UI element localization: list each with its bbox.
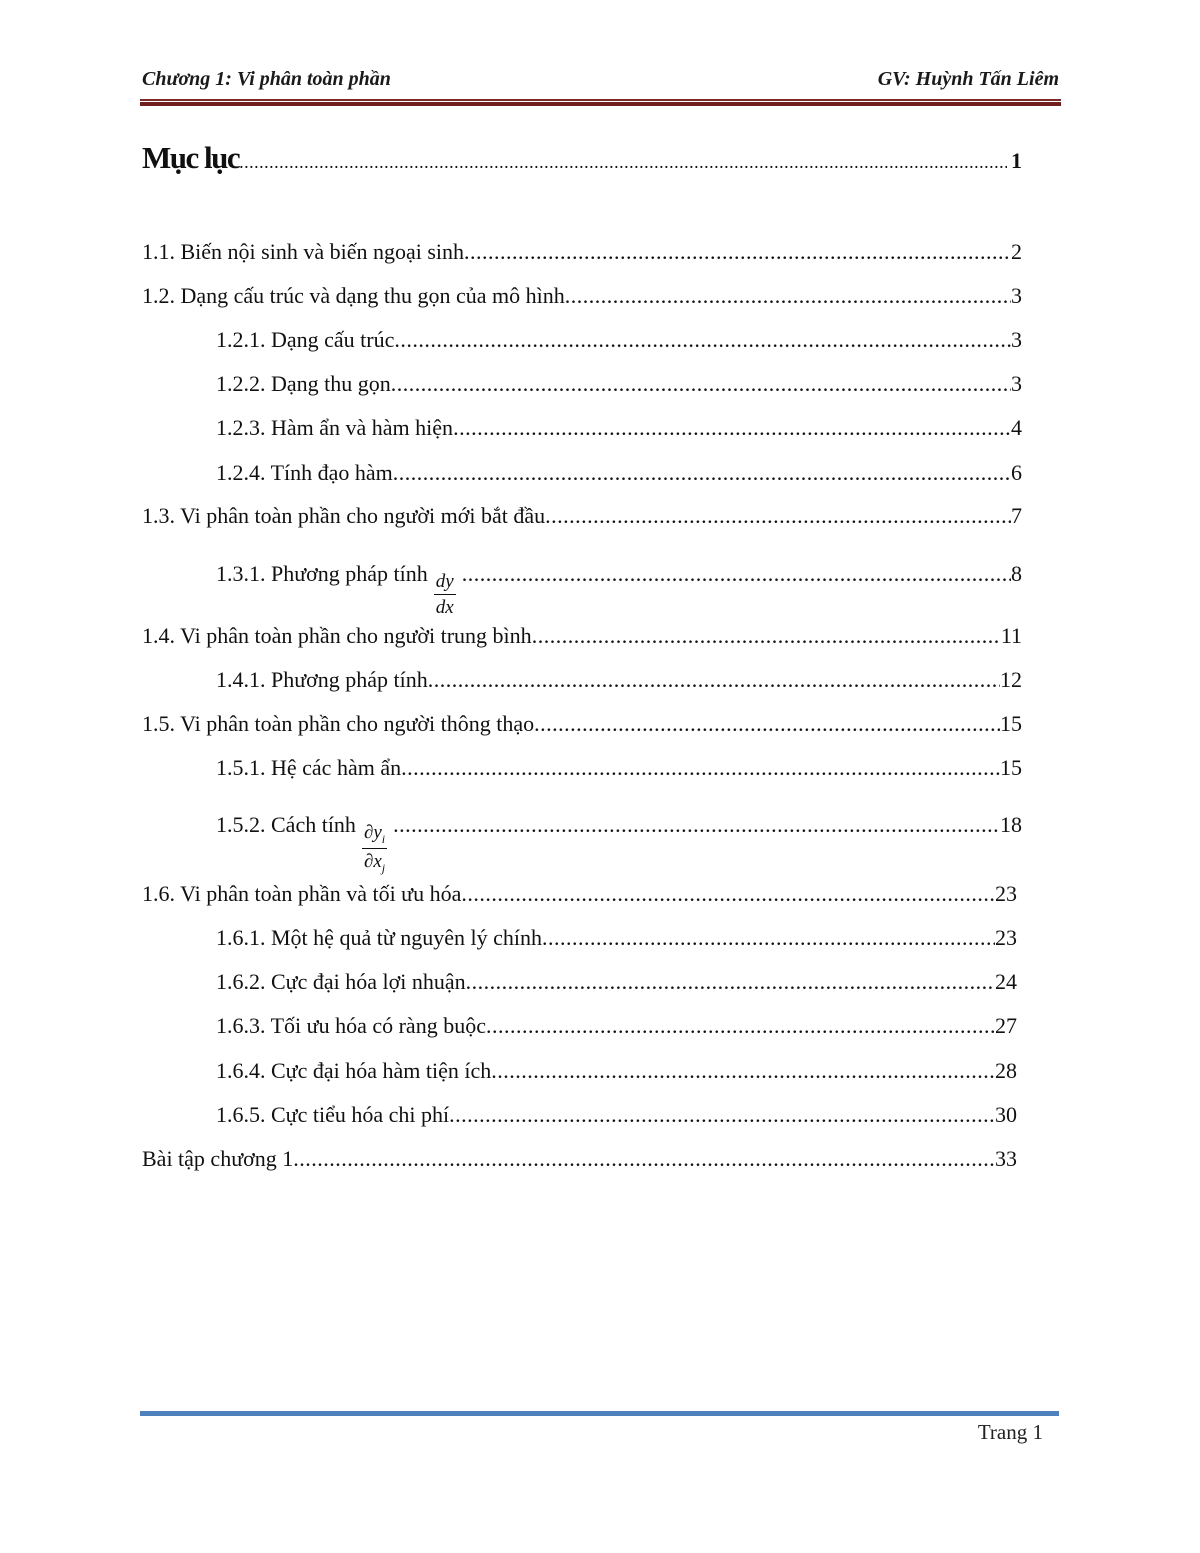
- toc-entry-page: 28: [995, 1058, 1017, 1083]
- page-header: [142, 68, 1059, 98]
- toc-entry-text: 1.2.2. Dạng thu gọn: [216, 371, 391, 396]
- toc-entry-text: 1.5.2. Cách tính: [216, 812, 356, 837]
- toc-entry-page: 3: [1011, 283, 1022, 308]
- toc-leader: [464, 239, 1011, 265]
- fraction-numerator: $\partial y_i$: [362, 823, 387, 849]
- header-rule-thick: [140, 102, 1061, 106]
- toc-leader: [394, 327, 1011, 353]
- toc-entry[interactable]: [142, 239, 1022, 271]
- footer-rule: [140, 1411, 1059, 1416]
- toc-entry-page: 3: [1011, 327, 1022, 352]
- toc-entry-text: 1.5.1. Hệ các hàm ẩn: [216, 755, 402, 780]
- toc-entry-page: 18: [1000, 812, 1022, 837]
- toc-entry-page: 33: [995, 1146, 1017, 1171]
- toc-leader: [534, 711, 1000, 737]
- toc-entry-text: 1.6.5. Cực tiểu hóa chi phí: [216, 1102, 450, 1127]
- toc-leader: [565, 283, 1011, 309]
- toc-leader: [428, 667, 1000, 693]
- toc-leader: [545, 503, 1011, 529]
- toc-entry-page: 11: [1000, 623, 1022, 648]
- fraction-denominator: dx: [435, 597, 454, 618]
- toc-entry[interactable]: [216, 1013, 1017, 1045]
- toc-leader: [486, 1013, 995, 1039]
- toc-leader: [491, 1058, 995, 1084]
- header-chapter: Chương 1: Vi phân toàn phần: [142, 68, 391, 90]
- toc-entry-page: 24: [995, 969, 1017, 994]
- toc-entry-page: 23: [995, 881, 1017, 906]
- toc-entry-text: 1.6.4. Cực đại hóa hàm tiện ích: [216, 1058, 492, 1083]
- toc-leader: [461, 881, 995, 907]
- toc-entry[interactable]: [142, 711, 1022, 743]
- toc-entry-page: 2: [1011, 239, 1022, 264]
- toc-entry-text: 1.6. Vi phân toàn phần và tối ưu hóa: [142, 881, 462, 906]
- toc-entry-page: 6: [1011, 460, 1022, 485]
- toc-entry[interactable]: [216, 327, 1022, 359]
- toc-entry-page: 30: [995, 1102, 1017, 1127]
- toc-entry-page: 23: [995, 925, 1017, 950]
- toc-entry-page: 12: [1000, 667, 1022, 692]
- toc-entry[interactable]: [216, 812, 1022, 875]
- toc-entry[interactable]: [142, 881, 1017, 913]
- toc-entry-page: 8: [1011, 561, 1022, 586]
- fraction-numerator: dy: [434, 572, 456, 595]
- toc-leader: [462, 561, 1011, 587]
- toc-entry[interactable]: [216, 969, 1017, 1001]
- toc-title-page: 1: [1011, 148, 1022, 173]
- footer-page-number: Trang 1: [977, 1420, 1043, 1444]
- toc-entry-text: 1.2.4. Tính đạo hàm: [216, 460, 393, 485]
- toc-entry-text: 1.2. Dạng cấu trúc và dạng thu gọn của mô hình: [142, 283, 565, 308]
- toc-entry-page: 7: [1011, 503, 1022, 528]
- toc-entry[interactable]: [216, 561, 1022, 618]
- toc-entry[interactable]: [142, 623, 1022, 655]
- toc-entry[interactable]: [142, 1146, 1017, 1178]
- toc-leader: [449, 1102, 995, 1128]
- toc-entry-page: 15: [1000, 711, 1022, 736]
- toc-title-row[interactable]: [142, 140, 1022, 184]
- toc-entry-text: 1.6.3. Tối ưu hóa có ràng buộc: [216, 1013, 486, 1038]
- toc-leader: [393, 460, 1011, 486]
- toc-leader: [453, 415, 1011, 441]
- toc-leader: [542, 925, 995, 951]
- toc-entry[interactable]: [216, 1102, 1017, 1134]
- toc-entry[interactable]: [216, 371, 1022, 403]
- toc-entry[interactable]: [142, 503, 1022, 535]
- toc-entry-text: 1.4. Vi phân toàn phần cho người trung bình: [142, 623, 532, 648]
- toc-entry-text: 1.1. Biến nội sinh và biến ngoại sinh: [142, 239, 465, 264]
- toc-entry-text: 1.3. Vi phân toàn phần cho người mới bắt đầu: [142, 503, 546, 528]
- toc-leader: [393, 812, 1000, 838]
- toc-entry[interactable]: [216, 667, 1022, 699]
- toc-title: Mục lục: [142, 140, 240, 175]
- toc-leader: [401, 755, 1000, 781]
- toc-entry-text: 1.2.3. Hàm ẩn và hàm hiện: [216, 415, 454, 440]
- toc-entry[interactable]: [216, 415, 1022, 447]
- toc-entry[interactable]: [216, 1058, 1017, 1090]
- toc-leader: [532, 623, 1001, 649]
- toc-entry-page: 3: [1011, 371, 1022, 396]
- toc-entry-page: 15: [1000, 755, 1022, 780]
- toc-entry[interactable]: [216, 460, 1022, 492]
- toc-entry-text: 1.4.1. Phương pháp tính: [216, 667, 428, 692]
- fraction-denominator: $\partial x_j$: [363, 850, 386, 875]
- toc-leader: [239, 152, 1007, 173]
- toc-entry[interactable]: [142, 283, 1022, 315]
- fraction-dy-dx: [434, 572, 456, 617]
- toc-entry[interactable]: [216, 925, 1017, 957]
- header-rule: [140, 99, 1061, 101]
- toc-entry-text: 1.6.1. Một hệ quả từ nguyên lý chính: [216, 925, 542, 950]
- toc-entry-text: 1.5. Vi phân toàn phần cho người thông thạo: [142, 711, 535, 736]
- header-teacher: GV: Huỳnh Tấn Liêm: [877, 68, 1059, 90]
- fraction-partial-yi-xj: [362, 823, 387, 874]
- toc-entry-text: 1.3.1. Phương pháp tính: [216, 561, 428, 586]
- toc-entry-page: 27: [995, 1013, 1017, 1038]
- toc-leader: [293, 1146, 995, 1172]
- toc-entry-text: 1.6.2. Cực đại hóa lợi nhuận: [216, 969, 466, 994]
- toc-entry[interactable]: [216, 755, 1022, 787]
- toc-leader: [466, 969, 995, 995]
- toc-leader: [391, 371, 1011, 397]
- toc-entry-page: 4: [1011, 415, 1022, 440]
- toc-entry-text: Bài tập chương 1: [142, 1146, 294, 1171]
- toc-entry-text: 1.2.1. Dạng cấu trúc: [216, 327, 395, 352]
